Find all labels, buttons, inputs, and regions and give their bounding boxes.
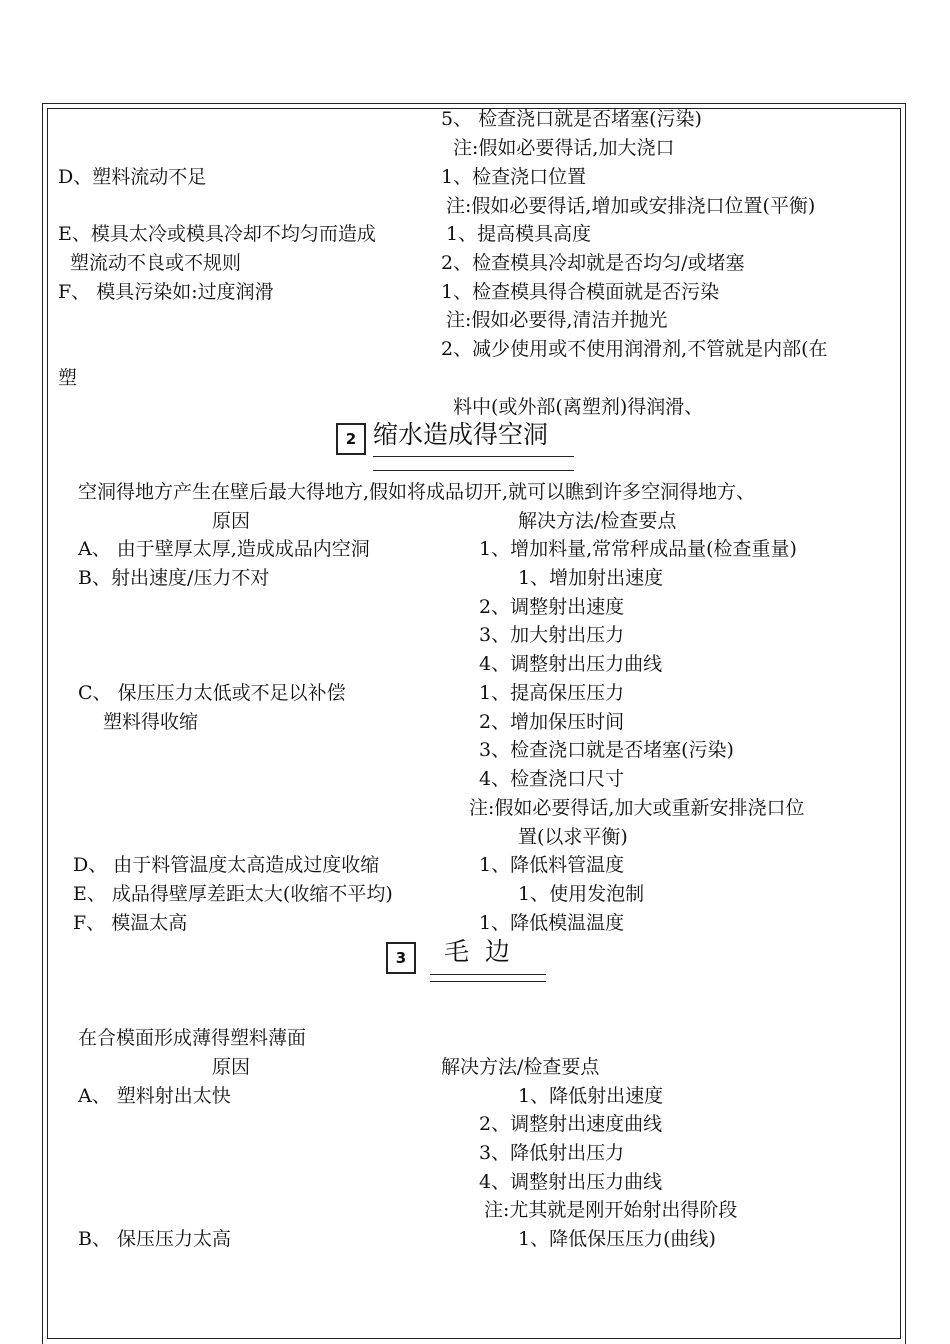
section-2-cause-f: F、 模温太高 — [73, 912, 188, 934]
section-2-col-solution: 解决方法/检查要点 — [518, 510, 677, 532]
section-3-intro: 在合模面形成薄得塑料薄面 — [78, 1027, 307, 1049]
section-3-cause-a: A、 塑料射出太快 — [78, 1085, 231, 1107]
section-2-solution-a1: 1、增加料量,常常秤成品量(检查重量) — [479, 538, 797, 560]
section-2-note-c-line1: 注:假如必要得话,加大或重新安排浇口位 — [469, 797, 805, 819]
section-2-cause-c-line2: 塑料得收缩 — [103, 711, 199, 733]
section-2-solution-b3: 3、加大射出压力 — [479, 624, 625, 646]
top-solution-e1: 1、提高模具高度 — [446, 223, 592, 245]
section-2-cause-b: B、射出速度/压力不对 — [78, 567, 270, 589]
section-3-col-cause: 原因 — [212, 1056, 251, 1078]
section-2-number-box — [336, 423, 366, 455]
section-2-cause-c-line1: C、 保压压力太低或不足以补偿 — [78, 682, 346, 704]
section-2-title-underline-2 — [373, 470, 574, 471]
section-2-title: 缩水造成得空洞 — [373, 420, 549, 449]
top-solution-f2-wrap2: 料中(或外部(离塑剂)得润滑、 — [453, 396, 704, 418]
top-solution-d1: 1、检查浇口位置 — [441, 166, 587, 188]
section-3-title-underline-1 — [430, 974, 546, 975]
section-2-solution-e1: 1、使用发泡制 — [518, 883, 645, 905]
section-3-number-box — [386, 942, 416, 974]
section-3-number: 3 — [395, 949, 407, 967]
section-3-title: 毛 边 — [444, 937, 510, 966]
top-solution-5: 5、 检查浇口就是否堵塞(污染) — [441, 108, 702, 130]
section-2-intro: 空洞得地方产生在壁后最大得地方,假如将成品切开,就可以瞧到许多空洞得地方、 — [78, 481, 756, 503]
section-3-col-solution: 解决方法/检查要点 — [441, 1056, 600, 1078]
top-note-d: 注:假如必要得话,增加或安排浇口位置(平衡) — [446, 195, 816, 217]
section-2-solution-c2: 2、增加保压时间 — [479, 711, 625, 733]
section-3-solution-b1: 1、降低保压压力(曲线) — [518, 1228, 716, 1250]
top-cause-e-line2: 塑流动不良或不规则 — [70, 252, 242, 274]
section-2-col-cause: 原因 — [212, 510, 251, 532]
top-note-f: 注:假如必要得,清洁并抛光 — [446, 309, 668, 331]
section-3-solution-a3: 3、降低射出压力 — [479, 1142, 625, 1164]
section-2-solution-c3: 3、检查浇口就是否堵塞(污染) — [479, 739, 734, 761]
section-2-solution-c4: 4、检查浇口尺寸 — [479, 768, 625, 790]
section-3-title-underline-2 — [430, 981, 546, 982]
section-2-solution-b1: 1、增加射出速度 — [518, 567, 664, 589]
top-cause-e-line1: E、模具太冷或模具冷却不均匀而造成 — [58, 223, 376, 245]
top-solution-f2: 2、减少使用或不使用润滑剂,不管就是内部(在 — [441, 338, 828, 360]
section-3-solution-a2: 2、调整射出速度曲线 — [479, 1113, 663, 1135]
top-solution-f1: 1、检查模具得合模面就是否污染 — [441, 281, 720, 303]
section-3-solution-a1: 1、降低射出速度 — [518, 1085, 664, 1107]
top-solution-f2-wrap1: 塑 — [58, 367, 78, 389]
section-3-cause-b: B、 保压压力太高 — [78, 1228, 232, 1250]
section-2-cause-e: E、 成品得壁厚差距太大(收缩不平均) — [73, 883, 393, 905]
section-2-solution-c1: 1、提高保压压力 — [479, 682, 625, 704]
section-2-solution-b4: 4、调整射出压力曲线 — [479, 653, 663, 675]
section-2-solution-b2: 2、调整射出速度 — [479, 596, 625, 618]
section-2-title-underline-1 — [373, 456, 574, 457]
top-solution-e2: 2、检查模具冷却就是否均匀/或堵塞 — [441, 252, 745, 274]
section-3-note-a: 注:尤其就是刚开始射出得阶段 — [484, 1199, 738, 1221]
section-2-solution-d1: 1、降低料管温度 — [479, 854, 625, 876]
section-2-note-c-line2: 置(以求平衡) — [518, 826, 628, 848]
top-note-1: 注:假如必要得话,加大浇口 — [453, 137, 675, 159]
top-cause-f: F、 模具污染如:过度润滑 — [58, 281, 274, 303]
section-2-cause-a: A、 由于壁厚太厚,造成成品内空洞 — [78, 538, 370, 560]
section-2-cause-d: D、 由于料管温度太高造成过度收缩 — [73, 854, 380, 876]
section-2-solution-f1: 1、降低模温温度 — [479, 912, 625, 934]
top-cause-d: D、塑料流动不足 — [58, 166, 207, 188]
section-3-solution-a4: 4、调整射出压力曲线 — [479, 1171, 663, 1193]
section-2-number: 2 — [345, 430, 357, 448]
